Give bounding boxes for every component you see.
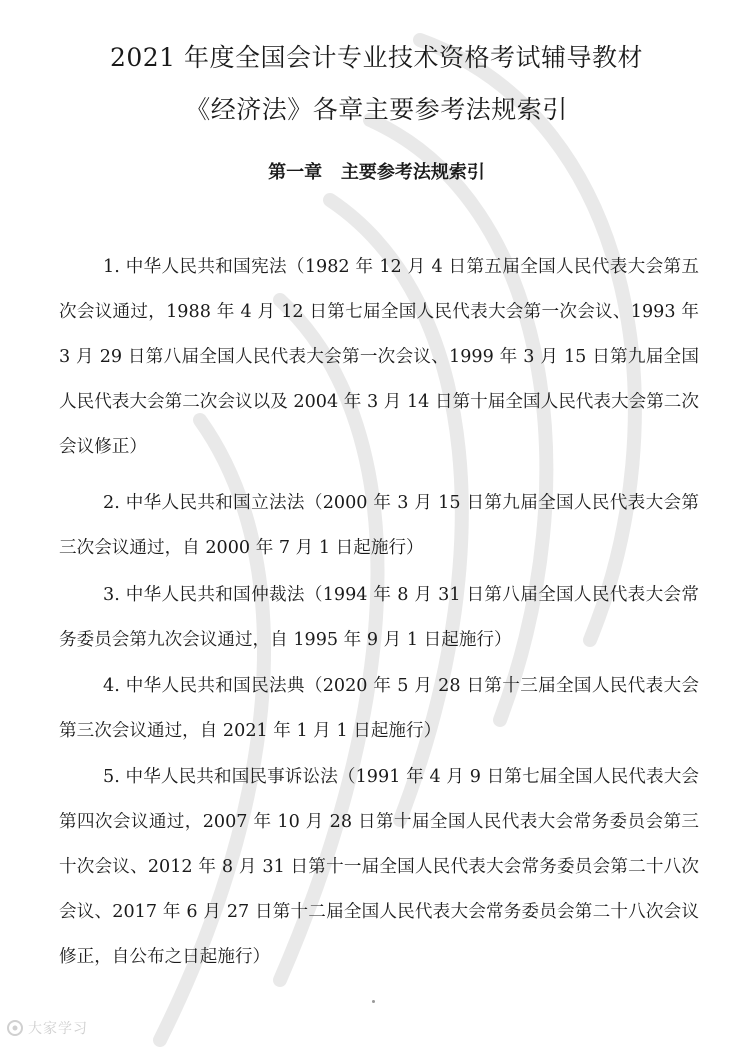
document-title-line1: 2021 年度全国会计专业技术资格考试辅导教材	[109, 43, 644, 72]
logo-icon	[6, 1019, 24, 1037]
law-entry-5: 5. 中华人民共和国民事诉讼法（1991 年 4 月 9 日第七届全国人民代表大会第四次会议通过，2007 年 10 月 28 日第十届全国人民代表大会常务委员会第三十次会议、2012 年 8 月 31 日第十一届全国人民代表大会常务委员会第二十八次会议、2017 年 6 月 27 日第十二届全国人民代表大会常务委员会第二十八次会议修正，自公布之日起施行）	[59, 767, 699, 967]
document-title-line2: 《经济法》各章主要参考法规索引	[185, 95, 568, 124]
law-entry-4: 4. 中华人民共和国民法典（2020 年 5 月 28 日第十三届全国人民代表大会第三次会议通过，自 2021 年 1 月 1 日起施行）	[59, 676, 699, 741]
law-entry-2: 2. 中华人民共和国立法法（2000 年 3 月 15 日第九届全国人民代表大会第三次会议通过，自 2000 年 7 月 1 日起施行）	[59, 493, 699, 558]
page-dot	[372, 1000, 375, 1003]
logo-text: 大家学习	[28, 1021, 88, 1037]
chapter-heading: 第一章 主要参考法规索引	[268, 162, 485, 183]
footer-logo	[6, 1016, 88, 1040]
law-entry-1: 1. 中华人民共和国宪法（1982 年 12 月 4 日第五届全国人民代表大会第五次会议通过，1988 年 4 月 12 日第七届全国人民代表大会第一次会议、1993 年 3 月 29 日第八届全国人民代表大会第一次会议、1999 年 3 月 15 日第九届全国人民代表大会第二次会议以及 2004 年 3 月 14 日第十届全国人民代表大会第二次会议修正）	[59, 257, 699, 457]
law-entry-3: 3. 中华人民共和国仲裁法（1994 年 8 月 31 日第八届全国人民代表大会常务委员会第九次会议通过，自 1995 年 9 月 1 日起施行）	[59, 585, 699, 650]
